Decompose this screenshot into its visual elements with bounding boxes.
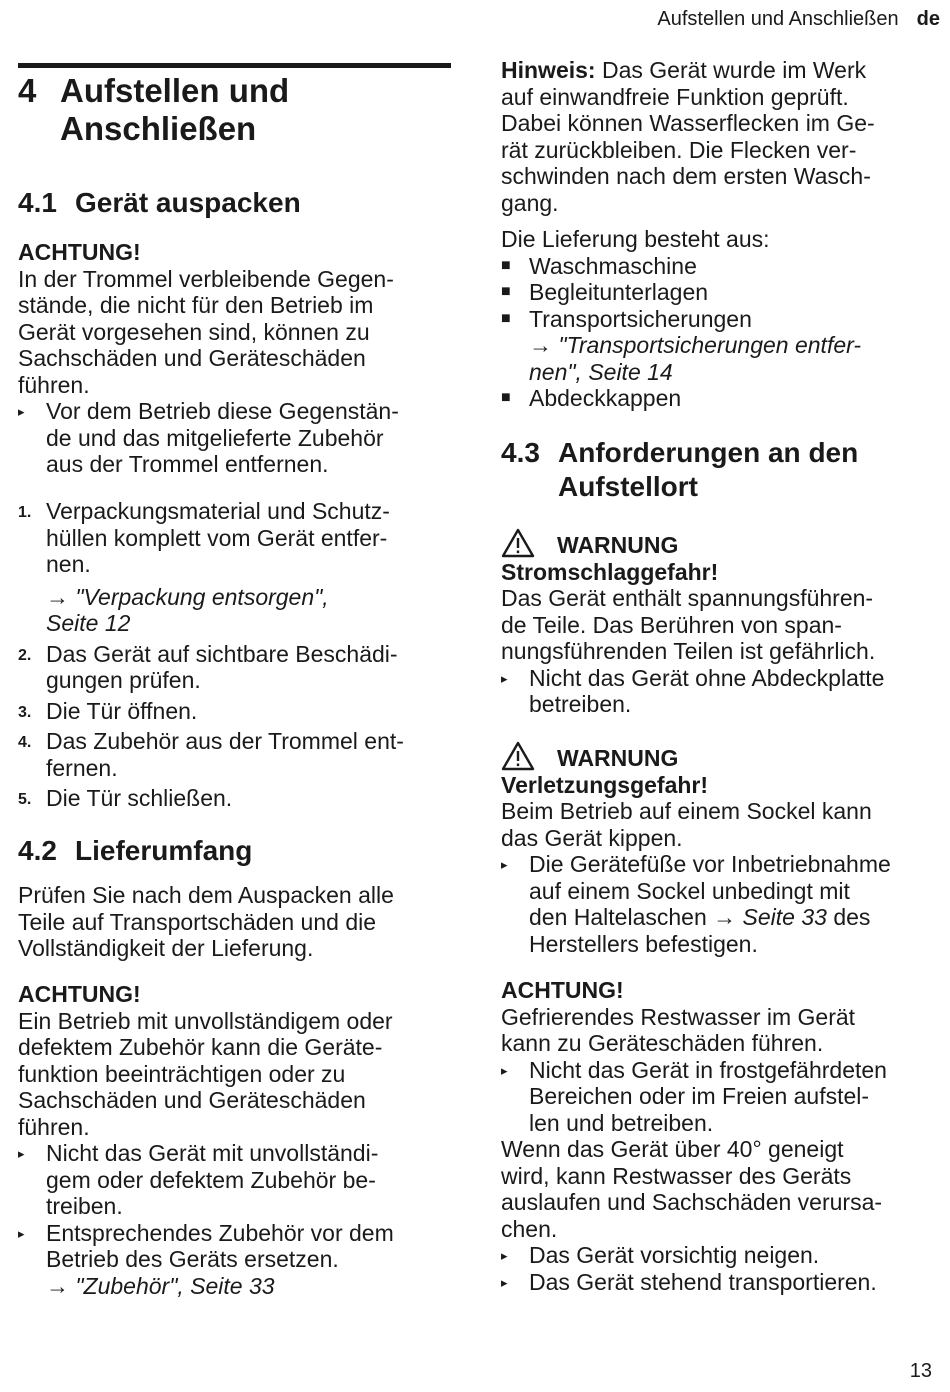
square-bullet-icon: ■ — [501, 256, 511, 274]
chapter-title — [18, 72, 454, 152]
text-line: Verpackungsmaterial und Schutz- — [46, 498, 390, 524]
list-item — [501, 306, 941, 386]
text-line: gungen prüfen. — [46, 667, 201, 693]
text-line: das Gerät kippen. — [501, 824, 683, 851]
text-fragment: den Haltelaschen → — [529, 904, 737, 930]
text-line: hüllen komplett vom Gerät entfer- — [46, 524, 388, 551]
text-line: betreiben. — [529, 691, 632, 717]
step-number: 4. — [18, 734, 32, 751]
text-line: Das Zubehör aus der Trommel ent- — [46, 728, 404, 754]
text-line: Gerät vorgesehen sind, können zu — [18, 318, 370, 345]
text-line: wird, kann Restwasser des Geräts — [501, 1162, 852, 1189]
text-line: stände, die nicht für den Betrieb im — [18, 292, 374, 318]
action-item — [18, 1220, 454, 1300]
caution-label: ACHTUNG! — [18, 239, 141, 265]
delivery-list — [501, 226, 941, 412]
text-line: Nicht das Gerät mit unvollständi- — [46, 1140, 379, 1166]
text-line: funktion beeinträchtigen oder zu — [18, 1060, 346, 1087]
text-line: gem oder defektem Zubehör be- — [46, 1166, 376, 1193]
action-item — [501, 1269, 941, 1296]
header-title: Aufstellen und Anschließen — [657, 8, 899, 30]
section-number: 4.3 — [501, 437, 540, 468]
s43-caution — [501, 977, 941, 1295]
action-item — [501, 665, 941, 718]
text-line: Das Gerät vorsichtig neigen. — [529, 1242, 820, 1268]
text-line: Waschmaschine — [529, 252, 697, 279]
text-line: nen. — [46, 551, 91, 577]
delivery-intro: Die Lieferung besteht aus: — [501, 226, 770, 252]
text-line: Entsprechendes Zubehör vor dem — [46, 1219, 394, 1246]
warning-electric-shock — [501, 532, 941, 718]
section-title-line-2: Aufstellort — [558, 471, 698, 502]
text-line: Herstellers befestigen. — [529, 930, 758, 957]
square-bullet-icon: ■ — [501, 283, 511, 300]
text-line: Betrieb des Geräts ersetzen. — [46, 1246, 339, 1272]
warning-label: WARNUNG — [557, 532, 679, 558]
square-bullet-icon: ■ — [501, 309, 511, 327]
section-number: 4.1 — [18, 187, 57, 218]
text-line: Das Gerät stehend transportieren. — [529, 1268, 877, 1295]
step-item — [18, 641, 454, 694]
action-item — [18, 398, 454, 478]
text-line: Begleitunterlagen — [529, 279, 709, 305]
section-4-3-heading — [501, 436, 941, 506]
text-line: aus der Trommel entfernen. — [46, 451, 329, 477]
cross-reference-page[interactable]: nen", Seite 14 — [529, 358, 673, 385]
triangle-bullet-icon: ▸ — [501, 1062, 508, 1078]
step-number: 1. — [18, 504, 32, 521]
text-line: auslaufen und Sachschäden verursa- — [501, 1189, 883, 1215]
text-line: Die Tür öffnen. — [46, 697, 198, 724]
text-line: Das Gerät auf sichtbare Beschädi- — [46, 640, 398, 667]
step-number: 5. — [18, 791, 32, 808]
text-line: fernen. — [46, 754, 118, 781]
text-line: Gefrierendes Restwasser im Gerät — [501, 1003, 856, 1030]
square-bullet-icon: ■ — [501, 389, 511, 406]
action-item — [501, 851, 941, 957]
s42-intro — [18, 882, 454, 962]
language-tag: de — [916, 8, 940, 30]
caution-label: ACHTUNG! — [18, 981, 141, 1007]
step-number: 3. — [18, 703, 32, 721]
text-line: führen. — [18, 1113, 90, 1140]
text-line: schwinden nach dem ersten Wasch- — [501, 163, 871, 189]
step-item — [18, 728, 454, 781]
text-line: Wenn das Gerät über 40° geneigt — [501, 1136, 844, 1162]
chapter-title-line-1: Aufstellen und — [60, 72, 290, 109]
text-line: treiben. — [46, 1193, 123, 1219]
action-item — [501, 1242, 941, 1269]
text-line: Bereichen oder im Freien aufstel- — [529, 1083, 870, 1109]
text-line: In der Trommel verbleibende Gegen- — [18, 265, 394, 292]
warning-heading: Verletzungsgefahr! — [501, 771, 709, 798]
text-line: Ein Betrieb mit unvollständigem oder — [18, 1007, 393, 1034]
caution-label: ACHTUNG! — [501, 977, 624, 1003]
step-number: 2. — [18, 646, 32, 664]
warning-label: WARNUNG — [557, 745, 679, 771]
text-line: Teile auf Transportschäden und die — [18, 908, 377, 935]
text-line: de und das mitgelieferte Zubehör — [46, 424, 384, 451]
text-line: führen. — [18, 371, 90, 398]
cross-reference[interactable]: Seite 33 — [742, 904, 827, 930]
triangle-bullet-icon: ▸ — [501, 857, 508, 872]
running-header — [657, 8, 940, 31]
chapter-title-line-2: Anschließen — [60, 110, 257, 147]
text-line: chen. — [501, 1215, 558, 1242]
text-fragment: des — [833, 904, 871, 930]
chapter-number: 4 — [18, 72, 37, 109]
text-line: defektem Zubehör kann die Geräte- — [18, 1034, 383, 1060]
warning-triangle-icon — [501, 528, 535, 558]
text-line: Nicht das Gerät ohne Abdeckplatte — [529, 664, 885, 691]
text-line: Transportsicherungen — [529, 305, 752, 332]
text-line: Das Gerät wurde im Werk — [601, 57, 867, 83]
text-line: rät zurückbleiben. Die Flecken ver- — [501, 136, 857, 163]
triangle-bullet-icon: ▸ — [18, 1225, 25, 1241]
triangle-bullet-icon: ▸ — [501, 1248, 508, 1263]
s41-steps — [18, 498, 454, 812]
s41-caution — [18, 239, 454, 478]
text-line: Vor dem Betrieb diese Gegenstän- — [46, 398, 399, 424]
cross-reference[interactable]: → "Verpackung entsorgen", — [46, 583, 329, 610]
triangle-bullet-icon: ▸ — [18, 1146, 25, 1161]
note-label: Hinweis: — [501, 57, 596, 83]
text-line: kann zu Geräteschäden führen. — [501, 1030, 824, 1056]
cross-reference-page[interactable]: Seite 12 — [46, 610, 131, 636]
action-item — [501, 1057, 941, 1137]
text-line: Sachschäden und Geräteschäden — [18, 345, 366, 371]
text-line: de Teile. Das Berühren von span- — [501, 611, 842, 638]
list-item — [501, 279, 941, 306]
s42-caution — [18, 981, 454, 1299]
triangle-bullet-icon: ▸ — [18, 404, 25, 419]
warning-triangle-icon — [501, 741, 535, 771]
section-title: Lieferumfang — [75, 835, 253, 866]
triangle-bullet-icon: ▸ — [501, 670, 508, 686]
section-title-line-1: Anforderungen an den — [558, 437, 859, 468]
warning-injury — [501, 745, 941, 957]
text-line: Die Tür schließen. — [46, 785, 233, 811]
text-line: auf einwandfreie Funktion geprüft. — [501, 83, 849, 110]
warning-header — [501, 532, 941, 559]
text-line: Sachschäden und Geräteschäden — [18, 1087, 366, 1113]
text-line: auf einem Sockel unbedingt mit — [529, 877, 850, 904]
text-line: Vollständigkeit der Lieferung. — [18, 935, 314, 961]
text-line: Prüfen Sie nach dem Auspacken alle — [18, 882, 394, 908]
text-line: Die Gerätefüße vor Inbetriebnahme — [529, 851, 891, 877]
s42-note — [501, 57, 941, 216]
step-item — [18, 498, 454, 637]
triangle-bullet-icon: ▸ — [501, 1274, 508, 1290]
section-title: Gerät auspacken — [75, 187, 301, 218]
step-item — [18, 785, 454, 812]
text-line: Abdeckkappen — [529, 385, 682, 411]
warning-header — [501, 745, 941, 772]
cross-reference[interactable]: → "Transportsicherungen entfer- — [529, 332, 862, 358]
section-number: 4.2 — [18, 835, 57, 866]
text-line: Dabei können Wasserflecken im Ge- — [501, 110, 875, 136]
text-line: Das Gerät enthält spannungsführen- — [501, 585, 874, 611]
text-line: Beim Betrieb auf einem Sockel kann — [501, 798, 872, 824]
chapter-rule — [18, 63, 451, 68]
warning-heading: Stromschlaggefahr! — [501, 558, 719, 585]
text-line: Nicht das Gerät in frostgefährdeten — [529, 1056, 887, 1083]
cross-reference[interactable]: → "Zubehör", Seite 33 — [46, 1272, 275, 1299]
action-item — [18, 1140, 454, 1220]
text-line: gang. — [501, 189, 559, 216]
step-item — [18, 698, 454, 725]
text-line: len und betreiben. — [529, 1109, 714, 1136]
list-item — [501, 385, 941, 412]
page-number: 13 — [909, 1360, 932, 1382]
list-item — [501, 253, 941, 280]
text-line: nungsführenden Teilen ist gefährlich. — [501, 638, 876, 664]
